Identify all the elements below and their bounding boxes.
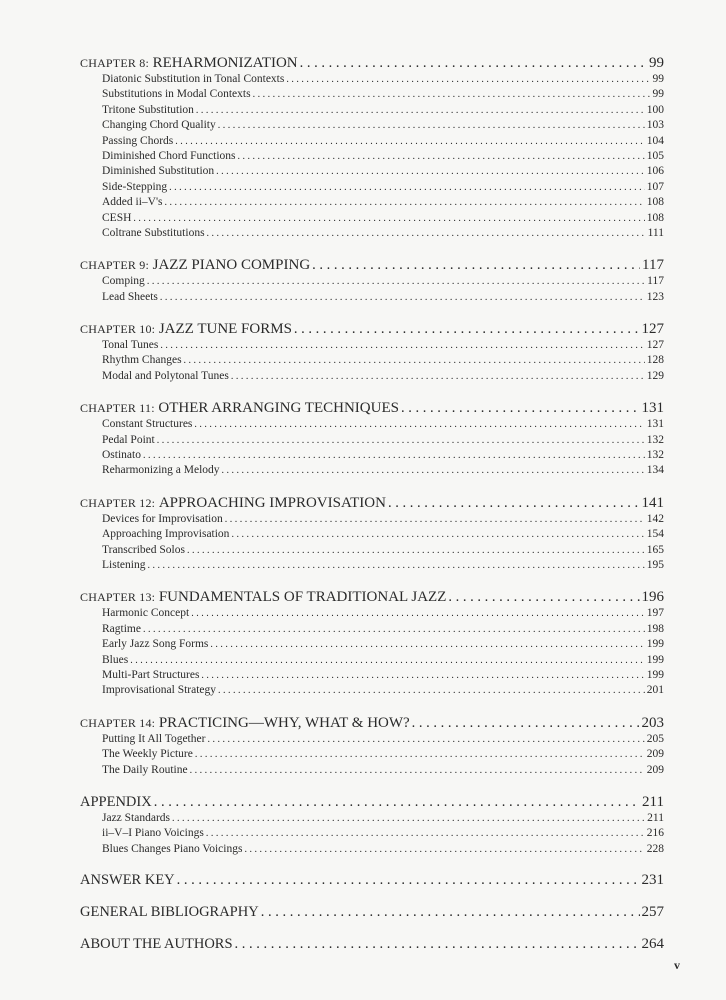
chapter-entry[interactable] <box>80 794 664 812</box>
dot-leader <box>231 371 645 382</box>
toc-subentry[interactable] <box>80 669 664 684</box>
toc-subentry[interactable] <box>80 843 664 858</box>
subentry-title: Constant Structures <box>102 418 193 431</box>
chapter-label: CHAPTER 14: <box>80 715 156 730</box>
subentry-page-number: 211 <box>647 811 664 824</box>
chapter-label: CHAPTER 11: <box>80 401 155 416</box>
dot-leader <box>133 213 644 224</box>
dot-leader <box>147 276 645 287</box>
chapter-page-number: 203 <box>641 714 664 731</box>
subentry-page-number: 201 <box>646 684 664 697</box>
subentry-page-number: 131 <box>646 418 664 431</box>
subentry-page-number: 205 <box>646 732 664 745</box>
chapter-entry[interactable] <box>80 872 664 890</box>
toc-subentry[interactable] <box>80 449 664 464</box>
table-of-contents <box>80 55 664 968</box>
subentry-title: Ragtime <box>102 622 141 635</box>
toc-section <box>80 257 664 306</box>
subentry-title: Modal and Polytonal Tunes <box>102 369 229 382</box>
subentry-page-number: 129 <box>646 369 664 382</box>
subentry-title: Blues <box>102 653 129 666</box>
subentry-title: Devices for Improvisation <box>102 512 223 525</box>
subentry-page-number: 134 <box>646 464 664 477</box>
toc-subentry[interactable] <box>80 544 664 559</box>
chapter-title <box>80 936 233 953</box>
subentry-page-number: 117 <box>647 275 664 288</box>
dot-leader <box>130 655 645 666</box>
chapter-label: CHAPTER 12: <box>80 495 156 510</box>
subentry-page-number: 108 <box>646 196 664 209</box>
subentry-title: Blues Changes Piano Voicings <box>102 842 243 855</box>
toc-section <box>80 936 664 954</box>
toc-subentry[interactable] <box>80 418 664 433</box>
subentry-title: Rhythm Changes <box>102 354 182 367</box>
toc-section <box>80 495 664 575</box>
toc-subentry[interactable] <box>80 354 664 369</box>
dot-leader <box>235 936 640 953</box>
toc-subentry[interactable] <box>80 73 664 88</box>
chapter-label: CHAPTER 9: <box>80 258 150 273</box>
subentry-title: Transcribed Solos <box>102 543 185 556</box>
toc-subentry[interactable] <box>80 607 664 622</box>
chapter-page-number: 196 <box>641 589 664 606</box>
dot-leader <box>172 813 645 824</box>
subentry-page-number: 165 <box>646 543 664 556</box>
dot-leader <box>412 715 640 732</box>
dot-leader <box>206 828 645 839</box>
chapter-page-number: 264 <box>641 936 664 953</box>
chapter-page-number: 99 <box>649 55 664 71</box>
subentry-page-number: 154 <box>646 528 664 541</box>
subentry-title: Reharmonizing a Melody <box>102 464 220 477</box>
subentry-page-number: 123 <box>646 290 664 303</box>
dot-leader <box>187 545 645 556</box>
subentry-title: Tritone Substitution <box>102 103 194 116</box>
chapter-name: PRACTICING—WHY, WHAT & HOW? <box>158 714 410 731</box>
chapter-name: OTHER ARRANGING TECHNIQUES <box>158 400 399 417</box>
subentry-title: Substitutions in Modal Contexts <box>102 88 251 101</box>
toc-subentry[interactable] <box>80 104 664 119</box>
toc-subentry[interactable] <box>80 812 664 827</box>
toc-subentry[interactable] <box>80 764 664 779</box>
dot-leader <box>244 844 644 855</box>
toc-section <box>80 872 664 890</box>
subentry-page-number: 195 <box>646 558 664 571</box>
toc-section <box>80 55 664 242</box>
chapter-entry[interactable] <box>80 904 664 922</box>
subentry-page-number: 228 <box>646 842 664 855</box>
subentry-title: Diatonic Substitution in Tonal Contexts <box>102 73 285 85</box>
subentry-title: Added ii–V's <box>102 196 163 209</box>
toc-section <box>80 904 664 922</box>
toc-subentry[interactable] <box>80 196 664 211</box>
dot-leader <box>201 670 644 681</box>
toc-subentry[interactable] <box>80 638 664 653</box>
toc-subentry[interactable] <box>80 227 664 242</box>
toc-subentry[interactable] <box>80 88 664 103</box>
chapter-title <box>80 589 446 606</box>
toc-subentry[interactable] <box>80 528 664 543</box>
dot-leader <box>157 435 645 446</box>
subentry-title: Side-Stepping <box>102 180 168 193</box>
dot-leader <box>222 465 645 476</box>
toc-subentry[interactable] <box>80 623 664 638</box>
dot-leader <box>175 136 645 147</box>
subentry-page-number: 105 <box>646 149 664 162</box>
toc-subentry[interactable] <box>80 119 664 134</box>
chapter-title <box>80 55 298 72</box>
subentry-title: Harmonic Concept <box>102 607 190 620</box>
chapter-name: JAZZ TUNE FORMS <box>158 321 292 338</box>
toc-subentry[interactable] <box>80 464 664 479</box>
toc-section <box>80 400 664 480</box>
chapter-title <box>80 872 175 889</box>
chapter-entry[interactable] <box>80 936 664 954</box>
chapter-entry[interactable] <box>80 495 664 513</box>
chapter-title <box>80 715 410 732</box>
chapter-entry[interactable] <box>80 321 664 339</box>
dot-leader <box>210 639 644 650</box>
chapter-entry[interactable] <box>80 400 664 418</box>
subentry-page-number: 100 <box>646 103 664 116</box>
toc-section <box>80 589 664 699</box>
toc-section <box>80 715 664 779</box>
dot-leader <box>401 400 640 417</box>
chapter-title <box>80 794 152 811</box>
toc-subentry[interactable] <box>80 684 664 699</box>
toc-subentry[interactable] <box>80 212 664 227</box>
subentry-title: Changing Chord Quality <box>102 119 216 132</box>
toc-subentry[interactable] <box>80 513 664 528</box>
subentry-page-number: 199 <box>646 638 664 651</box>
dot-leader <box>286 74 650 85</box>
dot-leader <box>143 624 645 635</box>
dot-leader <box>191 608 645 619</box>
subentry-title: Passing Chords <box>102 134 174 147</box>
toc-subentry[interactable] <box>80 339 664 354</box>
subentry-title: Diminished Substitution <box>102 165 215 178</box>
dot-leader <box>195 749 645 760</box>
subentry-title: Listening <box>102 558 146 571</box>
chapter-title <box>80 400 399 417</box>
subentry-page-number: 99 <box>652 73 664 85</box>
subentry-title: Ostinato <box>102 449 141 462</box>
toc-subentry[interactable] <box>80 654 664 669</box>
dot-leader <box>177 872 640 889</box>
subentry-title: Tonal Tunes <box>102 339 159 352</box>
dot-leader <box>231 529 644 540</box>
dot-leader <box>207 228 646 239</box>
chapter-page-number: 117 <box>642 257 664 274</box>
chapter-title <box>80 495 386 512</box>
chapter-entry[interactable] <box>80 589 664 607</box>
toc-subentry[interactable] <box>80 150 664 165</box>
subentry-title: Putting It All Together <box>102 732 206 745</box>
subentry-title: Comping <box>102 275 145 288</box>
chapter-page-number: 231 <box>641 872 664 889</box>
toc-subentry[interactable] <box>80 181 664 196</box>
dot-leader <box>196 105 645 116</box>
chapter-title <box>80 257 310 274</box>
subentry-page-number: 104 <box>646 134 664 147</box>
toc-subentry[interactable] <box>80 135 664 150</box>
chapter-page-number: 141 <box>641 494 664 511</box>
subentry-page-number: 132 <box>646 433 664 446</box>
chapter-name: REHARMONIZATION <box>152 55 298 71</box>
subentry-page-number: 127 <box>646 339 664 352</box>
subentry-page-number: 198 <box>646 622 664 635</box>
dot-leader <box>294 321 640 338</box>
subentry-page-number: 209 <box>646 748 664 761</box>
dot-leader <box>190 765 645 776</box>
subentry-title: Improvisational Strategy <box>102 684 217 697</box>
dot-leader <box>238 151 645 162</box>
subentry-page-number: 128 <box>646 354 664 367</box>
dot-leader <box>218 120 645 131</box>
dot-leader <box>194 419 644 430</box>
dot-leader <box>388 495 640 512</box>
chapter-label: CHAPTER 8: <box>80 56 150 70</box>
dot-leader <box>253 89 651 100</box>
subentry-page-number: 216 <box>646 827 664 840</box>
dot-leader <box>218 685 645 696</box>
chapter-name: GENERAL BIBLIOGRAPHY <box>80 904 259 921</box>
chapter-entry[interactable] <box>80 257 664 275</box>
chapter-label: CHAPTER 13: <box>80 590 156 605</box>
dot-leader <box>154 794 640 811</box>
subentry-page-number: 108 <box>646 211 664 224</box>
subentry-title: Early Jazz Song Forms <box>102 638 209 651</box>
subentry-title: Approaching Improvisation <box>102 528 230 541</box>
chapter-page-number: 127 <box>641 321 664 338</box>
chapter-name: ANSWER KEY <box>80 872 175 889</box>
chapter-title <box>80 904 259 921</box>
chapter-page-number: 257 <box>641 904 664 921</box>
chapter-name: APPROACHING IMPROVISATION <box>158 494 386 511</box>
subentry-title: Multi-Part Structures <box>102 668 200 681</box>
dot-leader <box>169 182 645 193</box>
dot-leader <box>143 450 645 461</box>
dot-leader <box>216 166 645 177</box>
chapter-page-number: 131 <box>641 400 664 417</box>
subentry-title: The Weekly Picture <box>102 748 193 761</box>
chapter-name: ABOUT THE AUTHORS <box>80 936 233 953</box>
subentry-page-number: 132 <box>646 449 664 462</box>
subentry-title: ii–V–I Piano Voicings <box>102 827 204 840</box>
chapter-page-number: 211 <box>642 793 664 810</box>
toc-subentry[interactable] <box>80 559 664 574</box>
dot-leader <box>261 904 640 921</box>
subentry-page-number: 199 <box>646 668 664 681</box>
dot-leader <box>147 560 644 571</box>
chapter-name: JAZZ PIANO COMPING <box>152 257 311 274</box>
subentry-title: CESH <box>102 211 132 224</box>
subentry-page-number: 106 <box>646 165 664 178</box>
dot-leader <box>160 292 645 303</box>
subentry-title: Jazz Standards <box>102 811 171 824</box>
chapter-entry[interactable] <box>80 55 664 73</box>
subentry-title: Coltrane Substitutions <box>102 226 205 239</box>
dot-leader <box>448 589 639 606</box>
toc-subentry[interactable] <box>80 827 664 842</box>
subentry-page-number: 142 <box>646 512 664 525</box>
toc-subentry[interactable] <box>80 370 664 385</box>
toc-subentry[interactable] <box>80 275 664 290</box>
subentry-title: Diminished Chord Functions <box>102 149 236 162</box>
subentry-title: Lead Sheets <box>102 290 158 303</box>
subentry-page-number: 103 <box>646 119 664 132</box>
chapter-title <box>80 321 292 338</box>
chapter-label: CHAPTER 10: <box>80 322 156 337</box>
toc-subentry[interactable] <box>80 291 664 306</box>
dot-leader <box>184 355 645 366</box>
dot-leader <box>165 197 645 208</box>
dot-leader <box>225 514 645 525</box>
subentry-page-number: 209 <box>646 763 664 776</box>
subentry-title: Pedal Point <box>102 433 155 446</box>
dot-leader <box>160 340 644 351</box>
subentry-page-number: 107 <box>646 180 664 193</box>
toc-subentry[interactable] <box>80 733 664 748</box>
toc-section <box>80 321 664 385</box>
chapter-entry[interactable] <box>80 715 664 733</box>
dot-leader <box>312 257 640 274</box>
subentry-page-number: 99 <box>652 88 664 101</box>
subentry-page-number: 111 <box>647 226 664 239</box>
chapter-name: APPENDIX <box>80 793 152 810</box>
toc-subentry[interactable] <box>80 165 664 180</box>
subentry-page-number: 197 <box>646 607 664 620</box>
toc-subentry[interactable] <box>80 748 664 763</box>
subentry-page-number: 199 <box>646 653 664 666</box>
chapter-name: FUNDAMENTALS OF TRADITIONAL JAZZ <box>158 589 447 606</box>
toc-subentry[interactable] <box>80 434 664 449</box>
dot-leader <box>300 55 647 72</box>
subentry-title: The Daily Routine <box>102 763 188 776</box>
toc-section <box>80 794 664 858</box>
dot-leader <box>207 734 644 745</box>
page-number: v <box>674 958 680 972</box>
